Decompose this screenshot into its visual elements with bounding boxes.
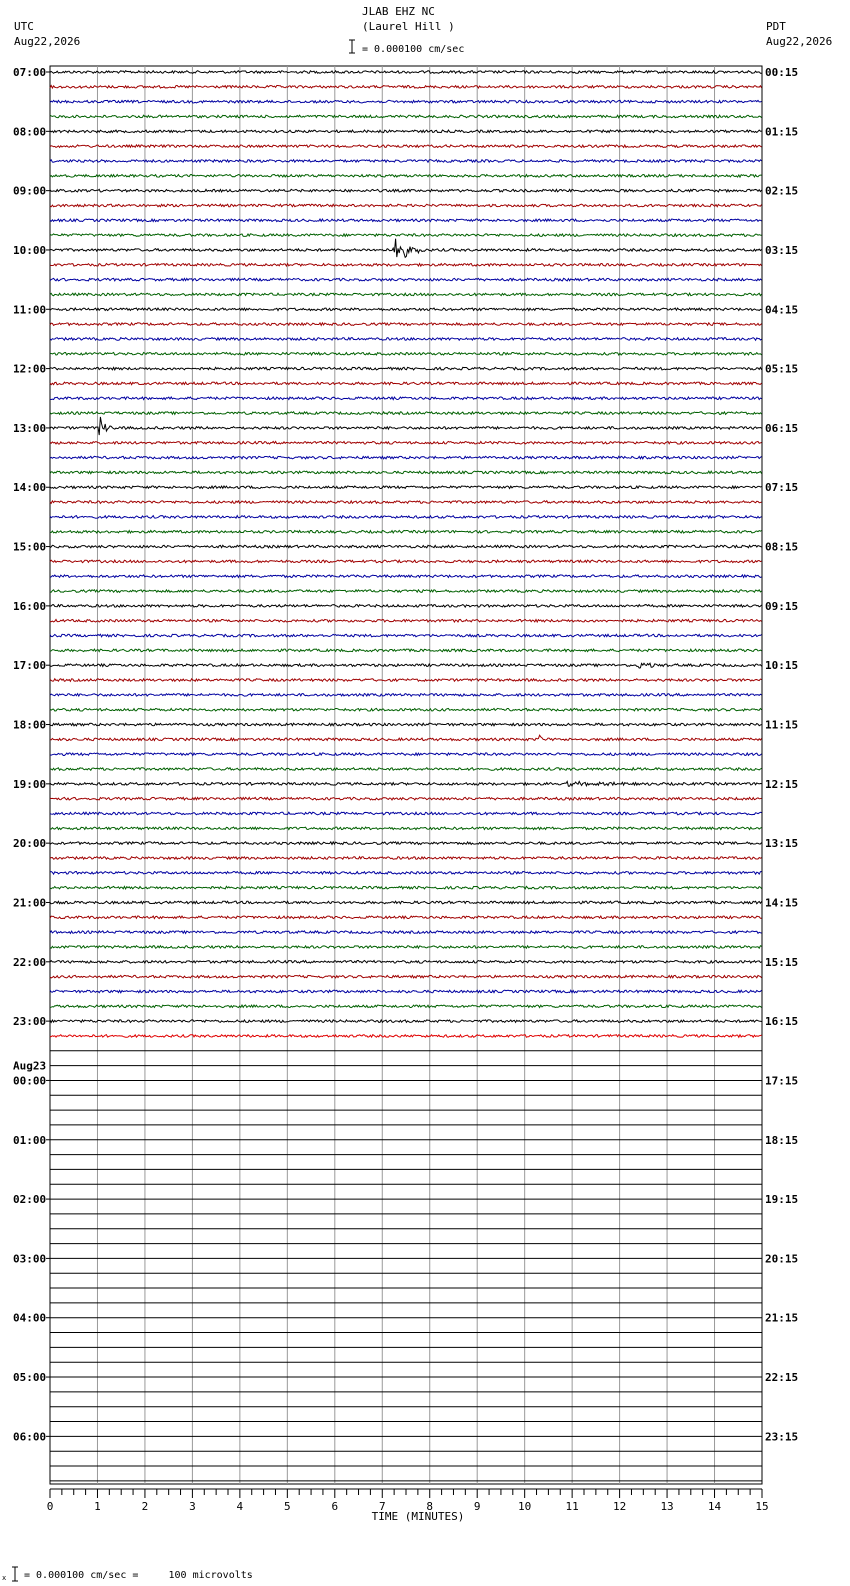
hour-label-utc: 03:00	[13, 1252, 47, 1266]
seismic-trace	[50, 71, 762, 74]
seismic-trace	[50, 901, 762, 904]
x-tick-label: 1	[94, 1500, 101, 1513]
seismic-trace	[50, 263, 762, 266]
left-timezone-label: UTC	[14, 20, 34, 33]
hour-label-utc: 04:00	[13, 1311, 47, 1325]
hour-label-pdt: 09:15	[765, 599, 799, 613]
hour-label-pdt: 17:15	[765, 1074, 799, 1088]
seismic-trace	[50, 308, 762, 311]
seismic-trace	[50, 797, 762, 800]
seismic-trace	[50, 239, 762, 258]
station-title: JLAB EHZ NC	[362, 5, 435, 18]
x-tick-label: 11	[565, 1500, 579, 1513]
seismic-trace	[50, 1035, 762, 1038]
seismic-trace	[50, 872, 762, 875]
x-tick-label: 14	[707, 1500, 722, 1513]
seismic-trace	[50, 619, 762, 622]
seismic-trace	[50, 857, 762, 860]
seismic-trace	[50, 367, 762, 370]
seismic-trace	[50, 471, 762, 474]
hour-label-pdt: 18:15	[765, 1133, 799, 1147]
hour-label-pdt: 12:15	[765, 777, 799, 791]
hour-label-pdt: 13:15	[765, 837, 799, 851]
date-change-label: Aug23	[13, 1059, 47, 1073]
seismic-trace	[50, 86, 762, 89]
hour-label-utc: 14:00	[13, 481, 47, 495]
hour-label-pdt: 05:15	[765, 362, 799, 376]
x-tick-label: 6	[331, 1500, 339, 1513]
hour-label-utc: 20:00	[13, 837, 47, 851]
hour-label-pdt: 23:15	[765, 1430, 799, 1444]
hour-label-utc: 01:00	[13, 1133, 47, 1147]
seismic-trace	[50, 781, 762, 786]
hour-label-utc: 06:00	[13, 1430, 47, 1444]
seismic-trace	[50, 382, 762, 385]
seismic-trace	[50, 812, 762, 815]
hour-label-pdt: 07:15	[765, 481, 799, 495]
seismic-trace	[50, 338, 762, 341]
hour-label-utc: 05:00	[13, 1371, 47, 1385]
seismic-trace	[50, 735, 762, 740]
seismic-trace	[50, 990, 762, 993]
hour-label-utc: 08:00	[13, 125, 47, 139]
hour-label-utc: 22:00	[13, 955, 47, 969]
seismic-trace	[50, 679, 762, 682]
seismic-trace	[50, 323, 762, 326]
seismic-trace	[50, 575, 762, 578]
hour-label-utc: 16:00	[13, 599, 47, 613]
seismic-trace	[50, 397, 762, 400]
right-timezone-label: PDT	[766, 20, 786, 33]
seismic-trace	[50, 708, 762, 711]
seismic-trace	[50, 412, 762, 415]
seismic-trace	[50, 768, 762, 771]
seismic-trace	[50, 115, 762, 118]
hour-label-utc: 02:00	[13, 1193, 47, 1207]
seismic-trace	[50, 486, 762, 489]
hour-label-pdt: 08:15	[765, 540, 799, 554]
hour-label-pdt: 16:15	[765, 1015, 799, 1029]
seismic-trace	[50, 175, 762, 178]
plot-frame	[50, 66, 762, 1484]
hour-label-pdt: 02:15	[765, 184, 799, 198]
footer-scale-bar-icon	[11, 1566, 19, 1582]
left-date-label: Aug22,2026	[14, 35, 81, 48]
scale-text: = 0.000100 cm/sec	[362, 44, 465, 55]
hour-label-utc: 17:00	[13, 659, 47, 673]
hour-label-pdt: 06:15	[765, 421, 799, 435]
seismic-trace	[50, 975, 762, 978]
seismic-trace	[50, 1020, 762, 1023]
x-tick-label: 12	[612, 1500, 627, 1513]
seismic-trace	[50, 753, 762, 756]
hour-label-pdt: 15:15	[765, 955, 799, 969]
seismic-trace	[50, 694, 762, 697]
seismic-trace	[50, 219, 762, 222]
x-tick-label: 8	[426, 1500, 434, 1513]
hour-label-pdt: 14:15	[765, 896, 799, 910]
hour-label-pdt: 03:15	[765, 243, 799, 257]
x-tick-label: 7	[378, 1500, 386, 1513]
seismic-trace	[50, 417, 762, 435]
hour-label-pdt: 10:15	[765, 659, 799, 673]
seismic-trace	[50, 946, 762, 949]
hour-label-pdt: 01:15	[765, 125, 799, 139]
x-axis-label: TIME (MINUTES)	[371, 1510, 465, 1523]
seismic-trace	[50, 649, 762, 652]
hour-label-utc: 18:00	[13, 718, 47, 732]
seismic-trace	[50, 530, 762, 533]
seismic-trace	[50, 634, 762, 637]
seismic-trace	[50, 160, 762, 163]
seismic-trace	[50, 293, 762, 296]
seismic-trace	[50, 560, 762, 563]
seismic-trace	[50, 501, 762, 504]
seismic-trace	[50, 827, 762, 830]
seismic-trace	[50, 441, 762, 444]
seismic-trace	[50, 605, 762, 608]
hour-label-utc: 19:00	[13, 777, 47, 791]
seismic-trace	[50, 278, 762, 281]
station-location: (Laurel Hill )	[362, 20, 455, 33]
seismic-trace	[50, 931, 762, 934]
x-tick-label: 10	[518, 1500, 532, 1513]
hour-label-utc: 12:00	[13, 362, 47, 376]
seismic-trace	[50, 234, 762, 237]
seismic-trace	[50, 145, 762, 148]
hour-label-pdt: 20:15	[765, 1252, 799, 1266]
x-tick-label: 0	[46, 1500, 54, 1513]
hour-label-pdt: 19:15	[765, 1193, 799, 1207]
x-tick-label: 5	[284, 1500, 291, 1513]
footer-prefix: x	[2, 1574, 7, 1582]
hour-label-pdt: 04:15	[765, 303, 799, 317]
seismic-trace	[50, 842, 762, 845]
hour-label-utc: 13:00	[13, 421, 47, 435]
seismic-trace	[50, 590, 762, 593]
hour-label-utc: 00:00	[13, 1074, 47, 1088]
seismic-trace	[50, 886, 762, 889]
hour-label-utc: 21:00	[13, 896, 47, 910]
x-tick-label: 13	[660, 1500, 674, 1513]
seismic-trace	[50, 456, 762, 459]
hour-label-pdt: 11:15	[765, 718, 799, 732]
seismic-trace	[50, 516, 762, 519]
seismic-trace	[50, 352, 762, 355]
hour-label-utc: 09:00	[13, 184, 47, 198]
hour-label-utc: 23:00	[13, 1015, 47, 1029]
hour-label-pdt: 22:15	[765, 1371, 799, 1385]
hour-label-pdt: 00:15	[765, 66, 799, 79]
x-tick-label: 9	[473, 1500, 481, 1513]
seismic-trace	[50, 204, 762, 207]
hour-label-utc: 07:00	[13, 66, 47, 79]
seismic-trace	[50, 1005, 762, 1008]
hour-label-pdt: 21:15	[765, 1311, 799, 1325]
hour-label-utc: 15:00	[13, 540, 47, 554]
x-tick-label: 15	[755, 1500, 769, 1513]
x-tick-label: 3	[189, 1500, 196, 1513]
seismic-trace	[50, 100, 762, 103]
x-tick-label: 2	[141, 1500, 149, 1513]
seismic-trace	[50, 130, 762, 133]
seismic-trace	[50, 723, 762, 726]
seismic-trace	[50, 545, 762, 548]
seismic-trace	[50, 961, 762, 964]
seismic-trace	[50, 189, 762, 192]
hour-label-utc: 11:00	[13, 303, 47, 317]
hour-label-utc: 10:00	[13, 243, 47, 257]
seismic-trace	[50, 663, 762, 668]
right-date-label: Aug22,2026	[766, 35, 833, 48]
seismic-trace	[50, 916, 762, 919]
x-tick-label: 4	[236, 1500, 244, 1513]
footer-scale-text: = 0.000100 cm/sec = 100 microvolts	[24, 1570, 253, 1581]
